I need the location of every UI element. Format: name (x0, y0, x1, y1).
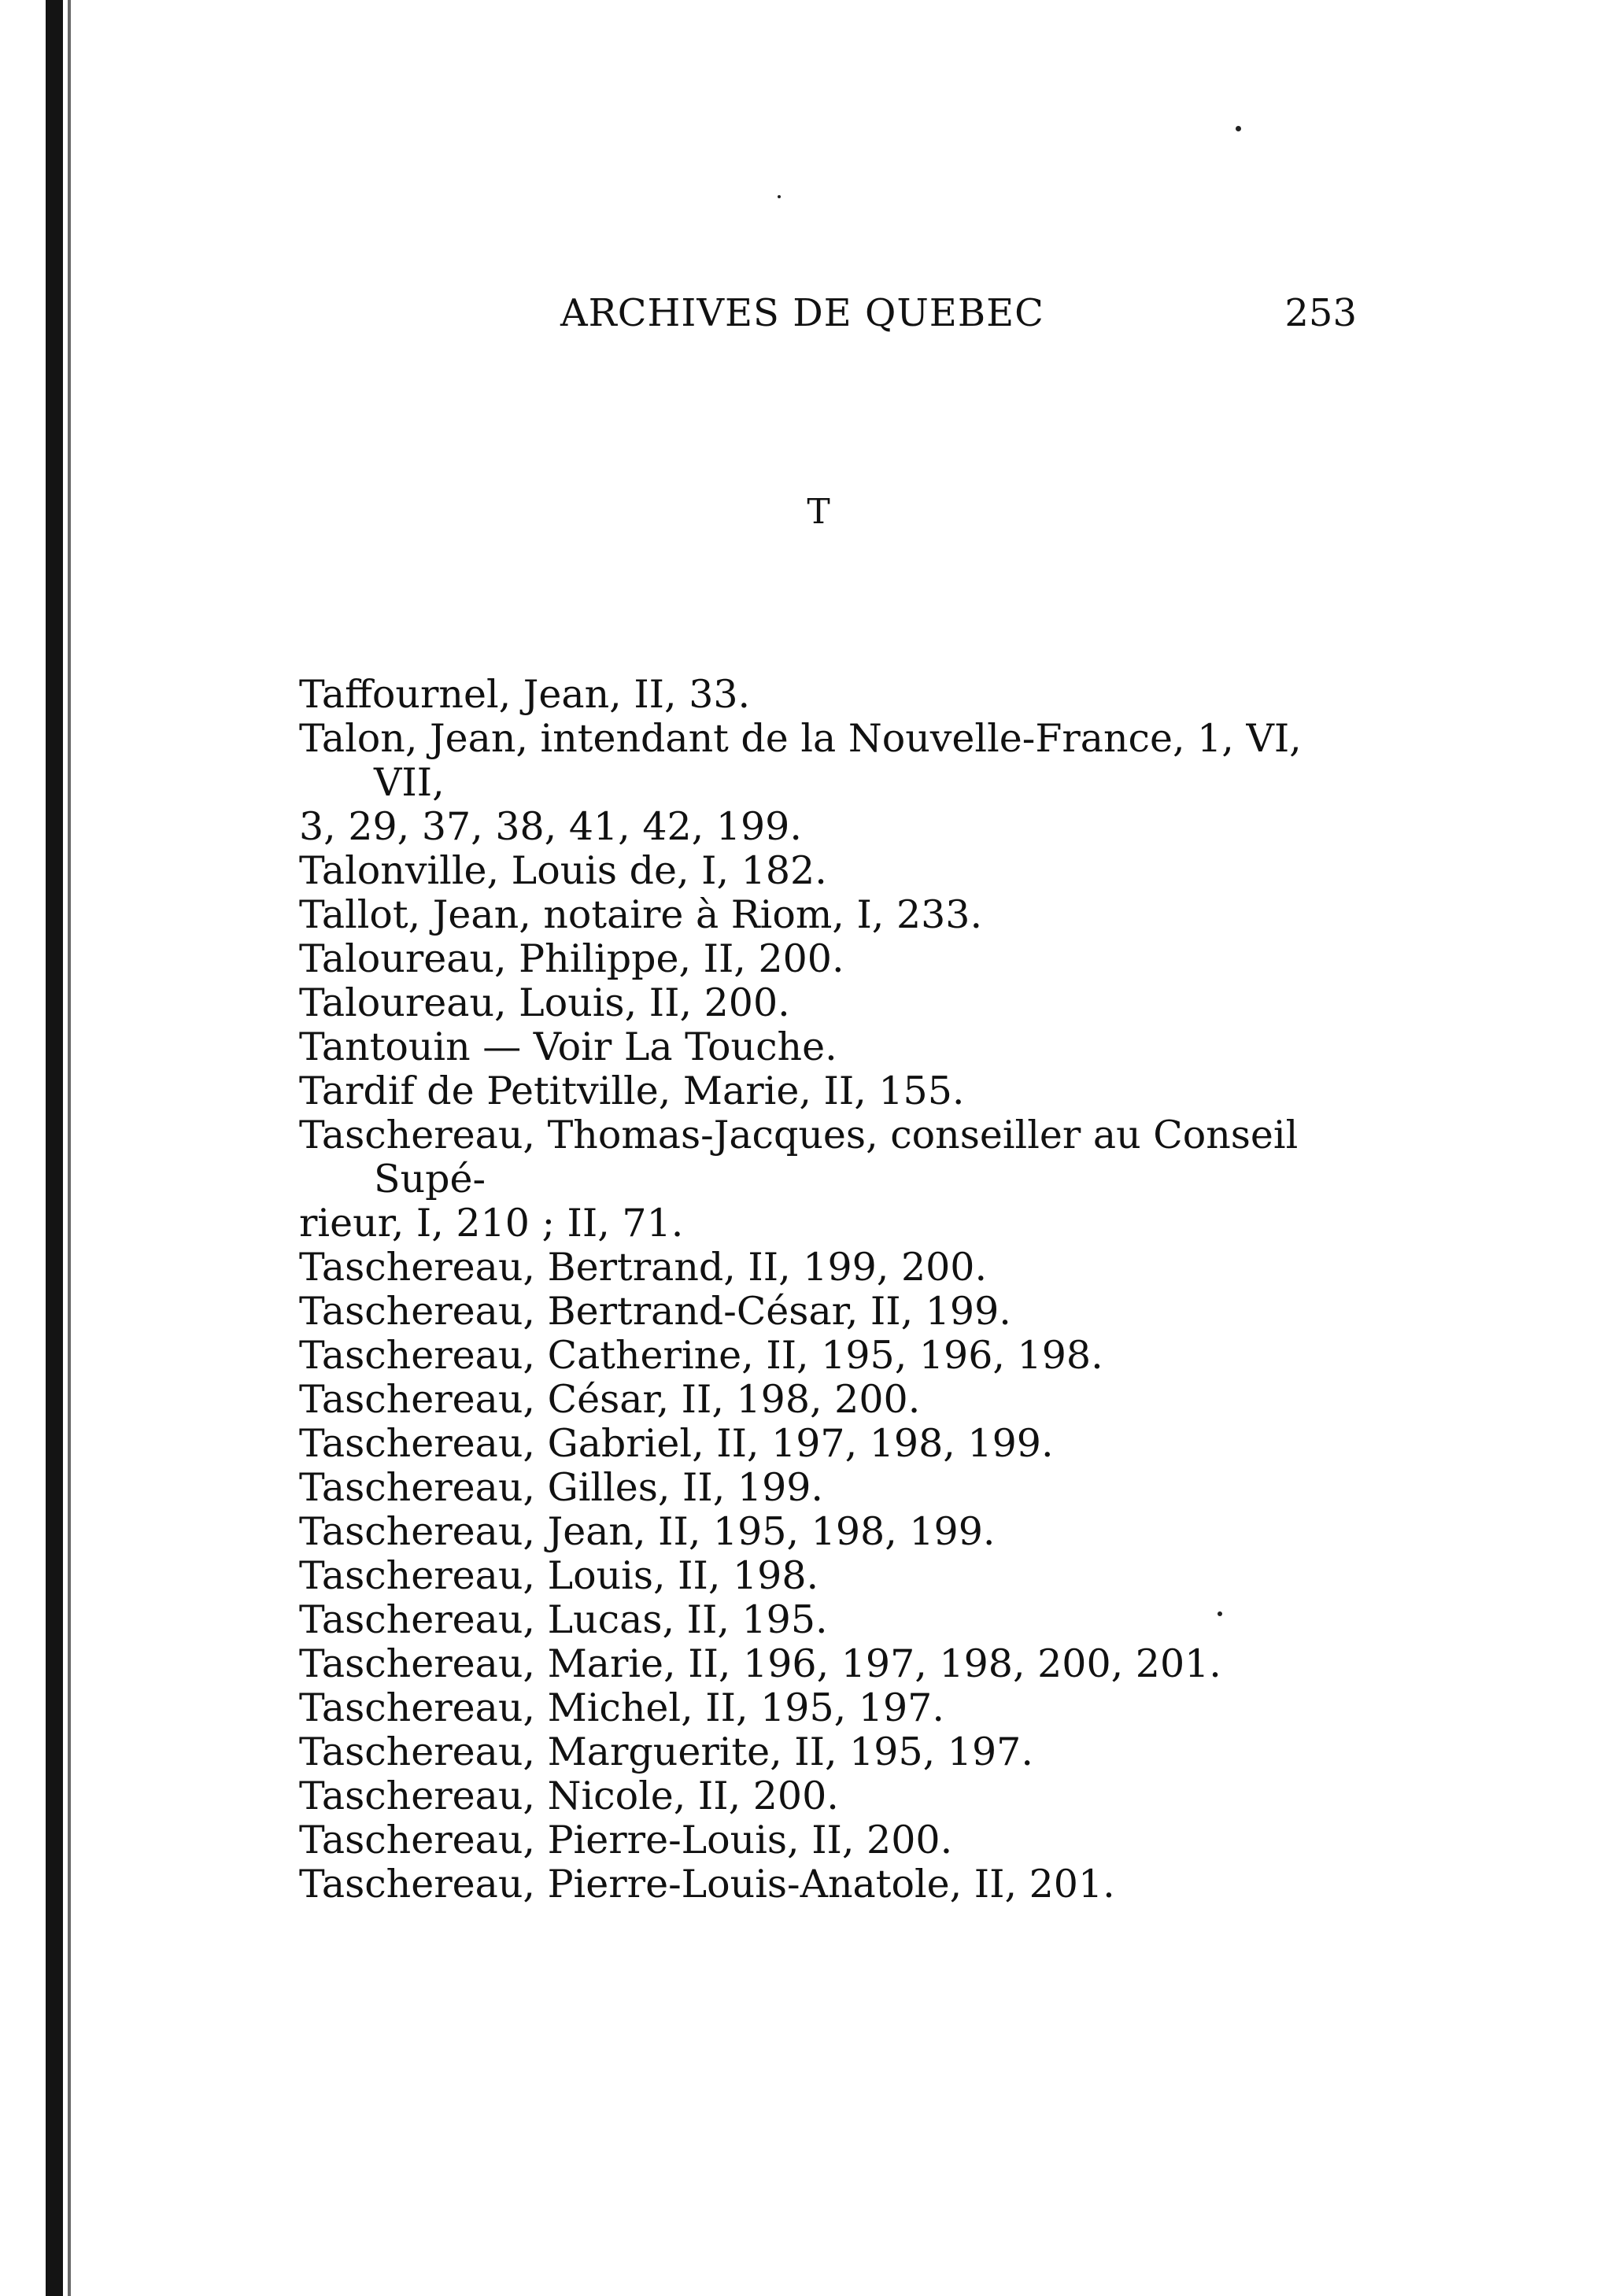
page-binding-shadow (68, 0, 71, 2296)
running-head (560, 291, 1357, 346)
index-entry: Tardif de Petitville, Marie, II, 155. (299, 1069, 965, 1113)
index-entry: Taschereau, Marie, II, 196, 197, 198, 200, 201. (299, 1641, 1221, 1686)
index-entry: Taschereau, Jean, II, 195, 198, 199. (299, 1509, 996, 1554)
page-binding-edge (46, 0, 63, 2296)
index-entry: Taschereau, César, II, 198, 200. (299, 1377, 921, 1422)
section-letter: T (807, 492, 830, 532)
index-entry: Taloureau, Louis, II, 200. (299, 980, 790, 1025)
index-entry: Taschereau, Gabriel, II, 197, 198, 199. (299, 1421, 1054, 1466)
index-entry: Tantouin — Voir La Touche. (299, 1024, 837, 1069)
index-entry: Taschereau, Nicole, II, 200. (299, 1774, 839, 1818)
index-entry: Taschereau, Louis, II, 198. (299, 1553, 819, 1598)
print-speck (1236, 126, 1241, 131)
index-entry: Taschereau, Bertrand, II, 199, 200. (299, 1245, 988, 1290)
index-entry-continuation: 3, 29, 37, 38, 41, 42, 199. (299, 804, 802, 849)
index-entry: Taloureau, Philippe, II, 200. (299, 936, 844, 981)
index-entry: Taffournel, Jean, II, 33. (299, 672, 751, 717)
index-entry: Taschereau, Lucas, II, 195. (299, 1597, 828, 1642)
index-list (299, 673, 1358, 1907)
index-entry: Taschereau, Pierre-Louis-Anatole, II, 201. (299, 1862, 1115, 1907)
index-entry: Taschereau, Michel, II, 195, 197. (299, 1685, 944, 1730)
index-entry: Talonville, Louis de, I, 182. (299, 848, 827, 893)
print-speck (778, 195, 781, 198)
index-entry: Taschereau, Pierre-Louis, II, 200. (299, 1818, 953, 1862)
index-entry: Tallot, Jean, notaire à Riom, I, 233. (299, 892, 983, 937)
page-number: 253 (1284, 291, 1357, 335)
index-entry-continuation: rieur, I, 210 ; II, 71. (299, 1201, 684, 1246)
index-entry: Taschereau, Bertrand-César, II, 199. (299, 1289, 1011, 1334)
index-entry: Taschereau, Marguerite, II, 195, 197. (299, 1729, 1033, 1774)
index-entry: Taschereau, Catherine, II, 195, 196, 198. (299, 1333, 1103, 1378)
index-entry: Taschereau, Thomas-Jacques, conseiller au Conseil Supé- rieur, I, 210 ; II, 71. (299, 1113, 1358, 1246)
index-entry: Talon, Jean, intendant de la Nouvelle-France, 1, VI, VII, 3, 29, 37, 38, 41, 42, 199. (299, 717, 1358, 849)
index-entry: Taschereau, Gilles, II, 199. (299, 1465, 823, 1510)
running-head-title: ARCHIVES DE QUEBEC (560, 291, 1044, 335)
